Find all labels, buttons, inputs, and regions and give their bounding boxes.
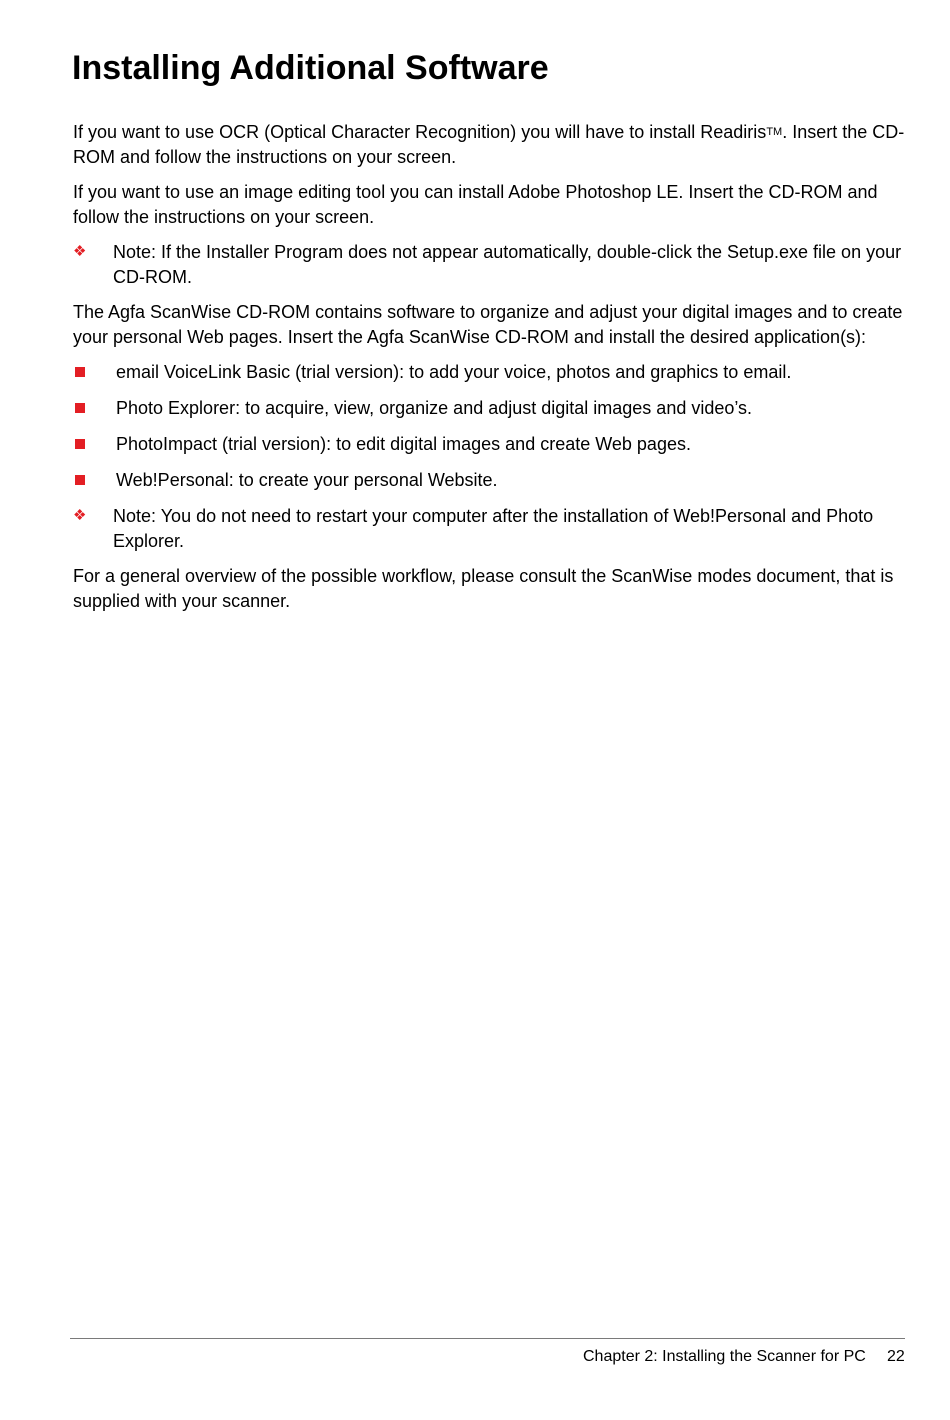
paragraph-ocr	[73, 120, 913, 169]
application-list	[73, 360, 913, 493]
red-square-bullet-icon	[75, 439, 85, 449]
note-restart-text: Note: You do not need to restart your computer after the installation of Web!Personal and Photo Explorer.	[113, 506, 874, 551]
list-item	[73, 360, 913, 385]
paragraph-ocr-rest: . Insert the CD-ROM and follow the instructions on your screen.	[73, 122, 905, 167]
paragraph-scanwise: The Agfa ScanWise CD-ROM contains software to organize and adjust your digital images and to create your personal Web pages. Insert the Agfa ScanWise CD-ROM and install the desired application(s):	[73, 302, 903, 347]
page-title: Installing Additional Software	[72, 49, 549, 87]
footer-divider	[70, 1338, 905, 1339]
red-square-bullet-icon	[75, 403, 85, 413]
page-number: 22	[887, 1348, 905, 1365]
list-item-text: email VoiceLink Basic (trial version): to add your voice, photos and graphics to email.	[116, 362, 792, 382]
red-square-bullet-icon	[75, 367, 85, 377]
list-item	[73, 396, 913, 421]
list-item-text: Photo Explorer: to acquire, view, organize and adjust digital images and video’s.	[116, 398, 753, 418]
trademark-mark: TM	[766, 126, 783, 138]
note-installer-text: Note: If the Installer Program does not appear automatically, double-click the Setup.exe file on your CD-ROM.	[113, 242, 902, 287]
footer-chapter-title: Chapter 2: Installing the Scanner for PC	[583, 1348, 866, 1365]
paragraph-photoshop: If you want to use an image editing tool you can install Adobe Photoshop LE. Insert the CD-ROM and follow the instructions on your screen.	[73, 182, 878, 227]
list-item	[73, 432, 913, 457]
note-restart	[73, 504, 913, 553]
diamond-cluster-icon: ❖	[73, 507, 87, 524]
document-body	[73, 120, 913, 624]
paragraph-workflow: For a general overview of the possible workflow, please consult the ScanWise modes document, that is supplied with your scanner.	[73, 566, 894, 611]
list-item-text: PhotoImpact (trial version): to edit digital images and create Web pages.	[116, 434, 691, 454]
list-item	[73, 468, 913, 493]
list-item-text: Web!Personal: to create your personal Website.	[116, 470, 498, 490]
note-installer	[73, 240, 913, 289]
red-square-bullet-icon	[75, 475, 85, 485]
diamond-cluster-icon: ❖	[73, 243, 87, 260]
paragraph-ocr-text: If you want to use OCR (Optical Character Recognition) you will have to install Readiris	[73, 122, 767, 142]
